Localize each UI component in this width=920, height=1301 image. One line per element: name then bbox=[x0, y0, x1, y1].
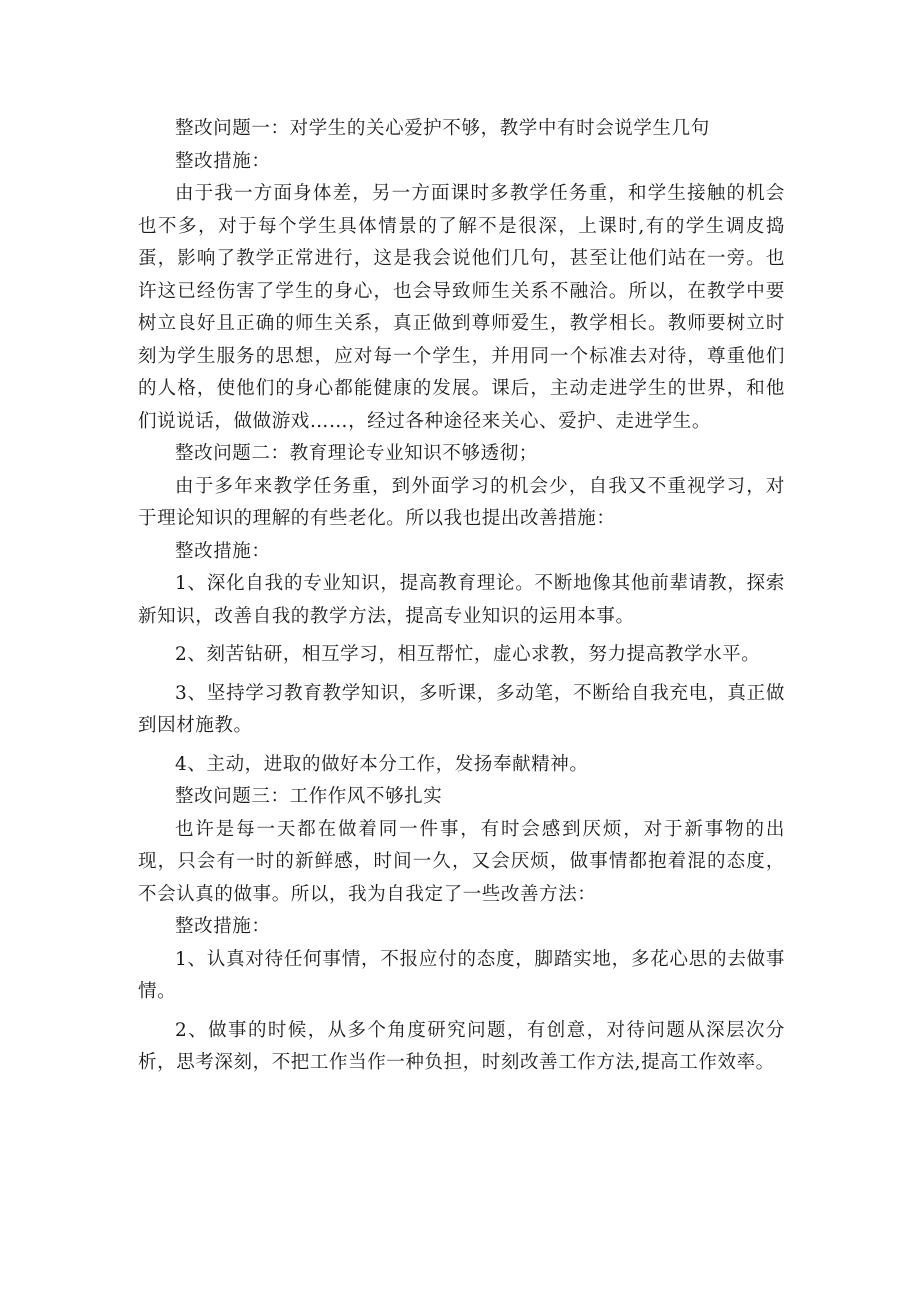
measures-heading: 整改措施： bbox=[175, 916, 271, 937]
measures-heading: 整改措施： bbox=[175, 540, 271, 562]
measure-item: 1、认真对待任何事情，不报应付的态度，脚踏实地，多花心思的去做事情。 bbox=[138, 948, 785, 1002]
measure-item: 4、主动，进取的做好本分工作，发扬奉献精神。 bbox=[175, 753, 589, 775]
measures-heading: 整改措施： bbox=[175, 150, 271, 172]
issue-one-heading: 整改问题一：对学生的关心爱护不够，教学中有时会说学生几句 bbox=[175, 118, 710, 139]
issue-three-body: 也许是每一天都在做着同一件事，有时会感到厌烦，对于新事物的出现，只会有一时的新鲜感，时间一久，又会厌烦，做事情都抱着混的态度，不会认真的做事。所以，我为自我定了一些改善方法： bbox=[138, 818, 785, 905]
issue-three-heading: 整改问题三：工作作风不够扎实 bbox=[175, 786, 443, 807]
measure-item: 1、深化自我的专业知识，提高教育理论。不断地像其他前辈请教，探索新知识，改善自我的教学方法，提高专业知识的运用本事。 bbox=[138, 573, 785, 627]
measure-item: 3、坚持学习教育教学知识，多听课，多动笔，不断给自我充电，真正做到因材施教。 bbox=[138, 682, 785, 736]
issue-one-body: 由于我一方面身体差，另一方面课时多教学任务重，和学生接触的机会也不多，对于每个学生具体情景的了解不是很深，上课时,有的学生调皮捣蛋，影响了教学正常进行，这是我会说他们几句，甚至让他们站在一旁。也许这已经伤害了学生的身心，也会导致师生关系不融洽。所以，在教学中要树立良好且正确的师生关系，真正做到尊师爱生，教学相长。教师要树立时刻为学生服务的思想，应对每一个学生，并用同一个标准去对待，尊重他们的人格，使他们的身心都能健康的发展。课后，主动走进学生的世界，和他们说说话，做做游戏……，经过各种途径来关心、爱护、走进学生。 bbox=[138, 183, 785, 432]
measure-item: 2、刻苦钻研，相互学习，相互帮忙，虚心求教，努力提高教学水平。 bbox=[175, 644, 761, 665]
measure-item: 2、做事的时候，从多个角度研究问题，有创意，对待问题从深层次分析，思考深刻，不把工作当作一种负担，时刻改善工作方法,提高工作效率。 bbox=[138, 1019, 785, 1073]
document-body bbox=[138, 113, 785, 1080]
issue-two-heading: 整改问题二：教育理论专业知识不够透彻； bbox=[175, 443, 538, 464]
issue-two-body: 由于多年来教学任务重，到外面学习的机会少，自我又不重视学习，对于理论知识的理解的有些老化。所以我也提出改善措施： bbox=[138, 475, 785, 529]
